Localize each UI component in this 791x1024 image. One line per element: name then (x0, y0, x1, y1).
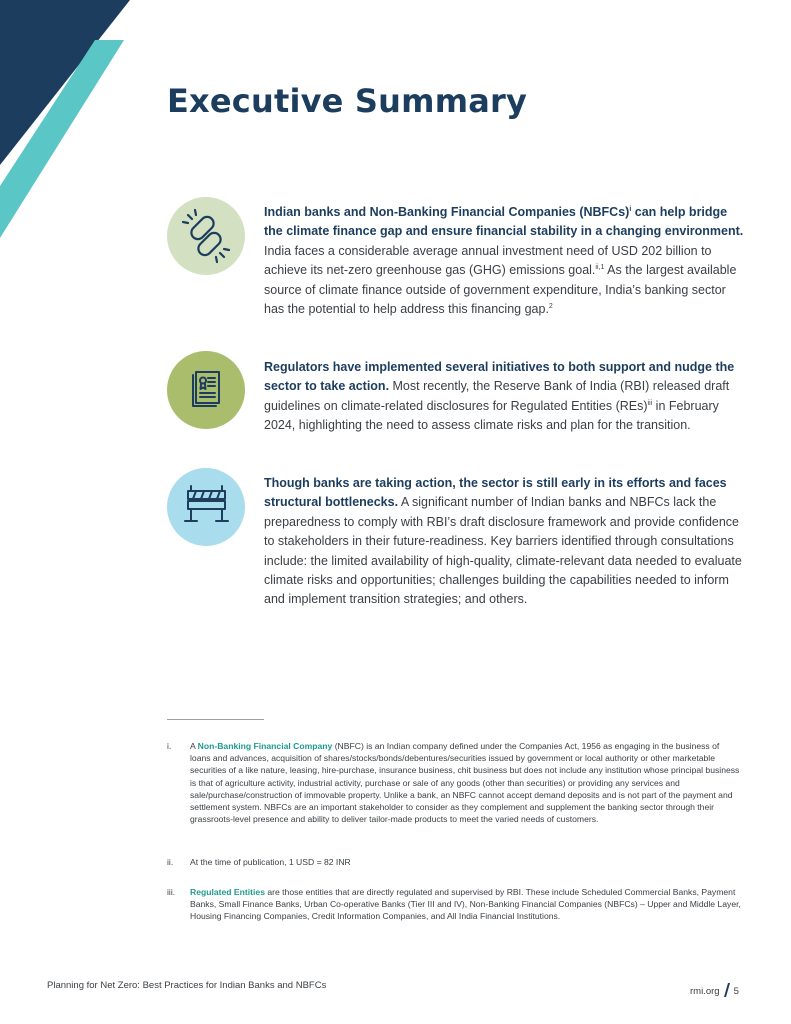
summary-item-climate-finance (167, 203, 757, 323)
summary-item-bottlenecks (167, 474, 757, 614)
navy-stripe (0, 0, 130, 165)
footnote-body: A Non-Banking Financial Company (NBFC) is an Indian company defined under the Companies Act, 1956 as engaging in the business of loans and advances, acquisition of shares/stocks/bonds/debentures/securities issued by government or local authority or other marketable securities of a like nature, leasing, hire-purchase, insurance business, chit business but does not include any institution whose principal business is that of agriculture activity, industrial activity, purchase or sale of any goods (other than securities) or providing any services and sale/purchase/construction of immovable property. Unlike a bank, an NBFC cannot accept demand deposits and is not part of the payment and settlement system. NBFCs are an important stakeholder to consider as they complement and supplement the banking sector through their grassroots-level presence and ability to deliver tailor-made products to meet the varied needs of customers. (190, 741, 740, 825)
corner-stripe-graphic (0, 0, 140, 260)
slash-divider-icon (724, 983, 730, 997)
section-lead: Indian banks and Non-Banking Financial Companies (NBFCs)$^i$ can help bridge the climate finance gap and ensure financial stability in a changing environment. (264, 205, 744, 239)
section-text (264, 474, 748, 610)
footnote-number: ii. (167, 857, 174, 867)
footer-page-info (690, 980, 739, 997)
section-body: India faces a considerable average annual investment need of USD 202 billion to achieve its net-zero greenhouse gas (GHG) emissions goal.$^{ii,1}$ As the largest available source of climate finance outside of government expenditure, India’s banking sector has the potential to help address this financing gap.$^2$ (264, 243, 737, 317)
footer-document-title: Planning for Net Zero: Best Practices for Indian Banks and NBFCs (47, 980, 327, 991)
badge-circle (167, 197, 245, 275)
footnote-body: At the time of publication, 1 USD = 82 INR (190, 857, 351, 867)
badge-circle (167, 468, 245, 546)
footnote-number: i. (167, 741, 172, 751)
section-lead: Regulators have implemented several initiatives to both support and nudge the sector to take action. (264, 360, 735, 394)
construction-barrier-icon (167, 468, 245, 546)
section-text (264, 358, 748, 436)
summary-item-regulators (167, 358, 757, 438)
section-body: A significant number of Indian banks and NBFCs lack the preparedness to comply with RBI’s draft disclosure framework and provide confidence to stakeholders in their future-readiness. Key barriers identified through consultations include: the limited availability of high-quality, climate-relevant data needed to evaluate climate risks and opportunities; challenges building the capabilities needed to inform and implement transition strategies; and others. (264, 495, 742, 607)
badge-circle (167, 351, 245, 429)
footnote-body: Regulated Entities are those entities that are directly regulated and supervised by RBI. These include Scheduled Commercial Banks, Payment Banks, Small Finance Banks, Urban Co-operative Banks (Tier III and IV), Non-Banking Financial Companies (NBFCs) – Upper and Middle Layer, Housing Financing Companies, Credit Information Companies, and All India Financial Institutions. (190, 887, 741, 922)
page-title: Executive Summary (167, 82, 528, 120)
certificate-document-icon (167, 351, 245, 429)
page-number: 5 (733, 986, 739, 997)
chain-link-icon (167, 197, 245, 275)
section-body: Most recently, the Reserve Bank of India (RBI) released draft guidelines on climate-related disclosures for Regulated Entities (REs)$^{iii}$ in February 2024, highlighting the need to assess climate risks and plan for the transition. (264, 379, 730, 433)
section-lead: Though banks are taking action, the sector is still early in its efforts and faces structural bottlenecks. (264, 476, 727, 510)
footnote-number: iii. (167, 887, 176, 897)
footer-site-link[interactable]: rmi.org (690, 986, 720, 997)
section-text (264, 203, 748, 319)
footnote-term: Regulated Entities (190, 887, 265, 897)
footnote-term: Non-Banking Financial Company (197, 741, 333, 751)
footnote-divider (167, 719, 264, 720)
